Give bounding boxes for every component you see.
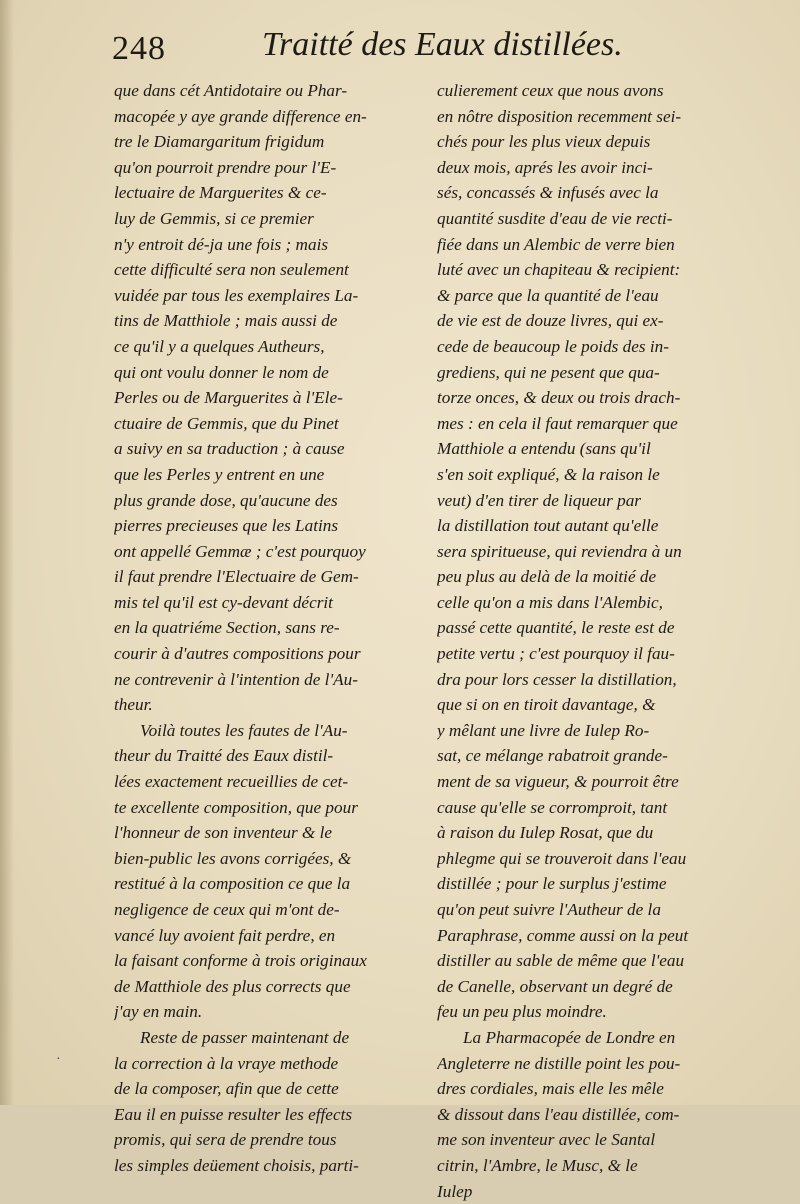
text-line: phlegme qui se trouveroit dans l'eau xyxy=(437,848,687,868)
text-line: la correction à la vraye methode xyxy=(114,1053,339,1073)
text-line: lectuaire de Marguerites & ce- xyxy=(114,183,327,203)
text-line: theur du Traitté des Eaux distil- xyxy=(114,746,334,766)
running-title: Traitté des Eaux distillées. xyxy=(262,26,623,63)
text-line: que dans cét Antidotaire ou Phar- xyxy=(114,81,348,100)
text-line: grediens, qui ne pesent que qua- xyxy=(437,362,660,382)
text-line: courir à d'autres compositions pour xyxy=(114,644,361,664)
text-line: qu'on peut suivre l'Autheur de la xyxy=(437,900,661,919)
text-line: Perles ou de Marguerites à l'Ele- xyxy=(114,388,343,408)
text-line: j'ay en main. xyxy=(114,1002,203,1022)
text-line: passé cette quantité, le reste est de xyxy=(437,618,675,638)
text-line: y mêlant une livre de Iulep Ro- xyxy=(437,720,650,740)
text-line: celle qu'on a mis dans l'Alembic, xyxy=(437,592,663,612)
text-line: quantité susdite d'eau de vie recti- xyxy=(437,208,673,228)
text-line: Reste de passer maintenant de xyxy=(140,1027,350,1047)
text-line: qu'on pourroit prendre pour l'E- xyxy=(114,157,337,177)
text-line: tre le Diamargaritum frigidum xyxy=(114,132,325,152)
text-line: torze onces, & deux ou trois drach- xyxy=(437,388,681,408)
text-line: chés pour les plus vieux depuis xyxy=(437,132,651,152)
text-line: luy de Gemmis, si ce premier xyxy=(114,208,314,228)
text-line: qui ont voulu donner le nom de xyxy=(114,362,329,382)
text-line: a suivy en sa traduction ; à cause xyxy=(114,439,345,459)
page-number: 248 xyxy=(112,30,166,67)
text-line: s'en soit expliqué, & la raison le xyxy=(437,464,660,484)
text-line: n'y entroit dé-ja une fois ; mais xyxy=(114,234,329,254)
text-line: que les Perles y entrent en une xyxy=(114,464,325,484)
text-line: il faut prendre l'Electuaire de Gem- xyxy=(114,567,359,587)
text-line: promis, qui sera de prendre tous xyxy=(114,1130,337,1150)
text-line: l'honneur de son inventeur & le xyxy=(114,823,332,843)
text-line: ont appellé Gemmæ ; c'est pourquoy xyxy=(114,541,366,561)
text-line: negligence de ceux qui m'ont de- xyxy=(114,900,340,919)
text-line: à raison du Iulep Rosat, que du xyxy=(437,823,654,843)
text-line: mis tel qu'il est cy-devant décrit xyxy=(114,592,333,612)
text-line: la faisant conforme à trois originaux xyxy=(114,951,367,971)
text-line: lées exactement recueillies de cet- xyxy=(114,772,349,792)
text-line: ne contrevenir à l'intention de l'Au- xyxy=(114,669,358,689)
text-line: vuidée par tous les exemplaires La- xyxy=(114,285,359,305)
page-blemish: · xyxy=(56,1052,61,1067)
text-line: & dissout dans l'eau distillée, com- xyxy=(437,1104,680,1124)
text-line: les simples deüement choisis, parti- xyxy=(114,1155,359,1175)
text-line: peu plus au delà de la moitié de xyxy=(437,567,657,587)
text-line: Iulep xyxy=(437,1181,473,1201)
text-line: dra pour lors cesser la distillation, xyxy=(437,669,677,689)
text-line: ment de sa vigueur, & pourroit être xyxy=(437,772,679,792)
text-line: vancé luy avoient fait perdre, en xyxy=(114,925,336,945)
text-line: feu un peu plus moindre. xyxy=(437,1002,607,1022)
text-line: ctuaire de Gemmis, que du Pinet xyxy=(114,413,339,433)
text-line: Angleterre ne distille point les pou- xyxy=(437,1053,681,1073)
text-line: macopée y aye grande difference en- xyxy=(114,106,367,126)
left-text-column xyxy=(114,78,414,1179)
text-line: bien-public les avons corrigées, & xyxy=(114,848,352,868)
text-line: & parce que la quantité de l'eau xyxy=(437,285,659,305)
text-line: theur. xyxy=(114,695,153,715)
text-line: La Pharmacopée de Londre en xyxy=(463,1027,676,1047)
text-line: de Canelle, observant un degré de xyxy=(437,976,673,996)
text-line: de la composer, afin que de cette xyxy=(114,1079,339,1099)
text-line: tins de Matthiole ; mais aussi de xyxy=(114,311,338,331)
text-line: Eau il en puisse resulter les effects xyxy=(114,1104,353,1124)
text-line: en nôtre disposition recemment sei- xyxy=(437,106,682,126)
text-line: de vie est de douze livres, qui ex- xyxy=(437,311,664,331)
text-line: me son inventeur avec le Santal xyxy=(437,1130,656,1150)
text-line: Voilà toutes les fautes de l'Au- xyxy=(140,720,348,740)
text-line: en la quatriéme Section, sans re- xyxy=(114,618,340,638)
text-line: sés, concassés & infusés avec la xyxy=(437,183,659,203)
text-line: dres cordiales, mais elle les mêle xyxy=(437,1079,664,1099)
text-line: culierement ceux que nous avons xyxy=(437,81,664,100)
text-line: cause qu'elle se corromproit, tant xyxy=(437,797,668,817)
text-line: cede de beaucoup le poids des in- xyxy=(437,336,669,356)
text-line: distiller au sable de même que l'eau xyxy=(437,951,685,971)
page-header xyxy=(112,22,623,72)
page-edge-shadow xyxy=(0,0,14,1105)
text-line: cette difficulté sera non seulement xyxy=(114,260,349,280)
text-line: plus grande dose, qu'aucune des xyxy=(114,490,338,510)
text-line: que si on en tiroit davantage, & xyxy=(437,695,656,715)
text-line: mes : en cela il faut remarquer que xyxy=(437,413,678,433)
text-line: Matthiole a entendu (sans qu'il xyxy=(437,439,651,459)
text-line: petite vertu ; c'est pourquoy il fau- xyxy=(437,644,675,664)
text-line: luté avec un chapiteau & recipient: xyxy=(437,260,681,280)
text-line: restitué à la composition ce que la xyxy=(114,874,351,894)
text-line: sat, ce mélange rabatroit grande- xyxy=(437,746,668,766)
text-line: citrin, l'Ambre, le Musc, & le xyxy=(437,1155,638,1175)
text-line: Paraphrase, comme aussi on la peut xyxy=(437,925,689,945)
text-line: de Matthiole des plus corrects que xyxy=(114,976,351,996)
text-line: veut) d'en tirer de liqueur par xyxy=(437,490,641,510)
text-line: deux mois, aprés les avoir inci- xyxy=(437,157,653,177)
text-line: te excellente composition, que pour xyxy=(114,797,358,817)
text-line: fiée dans un Alembic de verre bien xyxy=(437,234,675,254)
text-line: ce qu'il y a quelques Autheurs, xyxy=(114,336,325,356)
text-line: distillée ; pour le surplus j'estime xyxy=(437,874,667,894)
right-text-column xyxy=(437,78,739,1204)
text-line: la distillation tout autant qu'elle xyxy=(437,516,659,536)
text-line: sera spiritueuse, qui reviendra à un xyxy=(437,541,682,561)
text-line: pierres precieuses que les Latins xyxy=(114,516,339,536)
